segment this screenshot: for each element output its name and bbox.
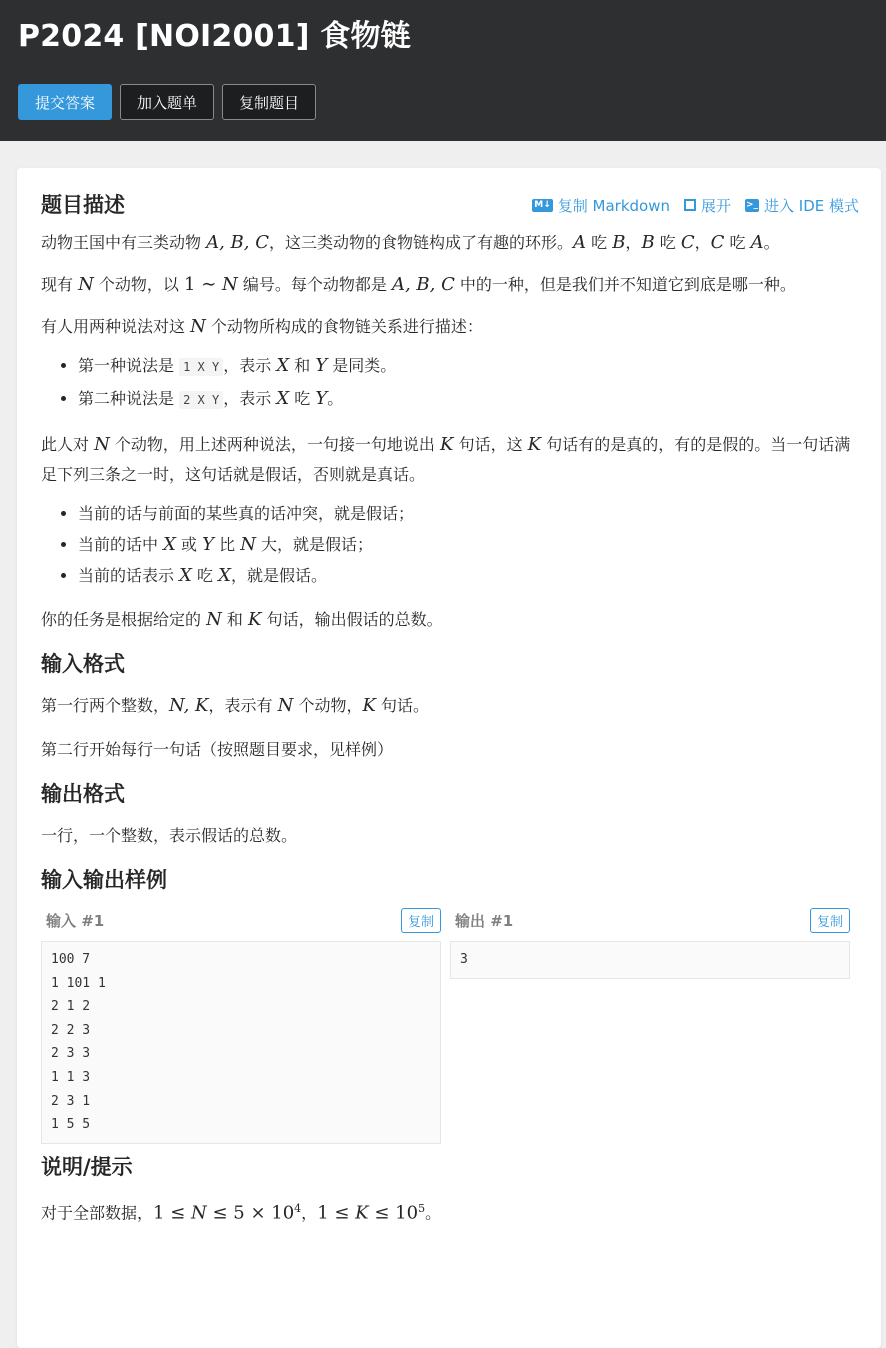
math: ≤ 5 × 10 [206, 1202, 295, 1224]
list-item [78, 560, 857, 591]
math: N [277, 695, 294, 716]
list-item [78, 383, 857, 416]
math: B [612, 232, 626, 253]
text: 你的任务是根据给定的 [41, 610, 207, 629]
math: K [248, 609, 262, 630]
sample-output-text[interactable]: 3 [450, 941, 850, 979]
math: ≤ 10 [368, 1202, 419, 1224]
expand-icon [684, 199, 696, 211]
math: B [641, 232, 655, 253]
text: 当前的话中 [78, 535, 164, 554]
math: N [240, 534, 256, 555]
terminal-icon: >_ [745, 199, 759, 210]
text: 。 [425, 1203, 442, 1223]
math: 1 ∼ [184, 274, 223, 295]
math: N [191, 1202, 207, 1224]
text: 中的一种，但是我们并不知道它到底是哪一种。 [454, 275, 796, 294]
add-to-list-button[interactable]: 加入题单 [120, 84, 214, 120]
text: 个动物，用上述两种说法，一句接一句地说出 [109, 435, 441, 454]
inline-code: 1 X Y [179, 358, 223, 376]
rule-list [41, 498, 857, 591]
list-item [78, 350, 857, 383]
math: C [710, 232, 725, 253]
sample-input-label: 输入 #1 [46, 911, 105, 930]
math: 1 ≤ [153, 1202, 191, 1224]
text: 句话，输出假话的总数。 [261, 610, 443, 629]
copy-output-button[interactable]: 复制 [810, 908, 850, 933]
math: X [276, 355, 290, 376]
desc-paragraph-4 [41, 430, 857, 490]
text: 第一种说法是 [78, 356, 180, 375]
input-format-heading: 输入格式 [41, 652, 125, 676]
text: 对于全部数据， [41, 1203, 154, 1223]
copy-markdown-label: 复制 Markdown [557, 196, 670, 215]
math: K [440, 434, 454, 455]
math: X [179, 565, 192, 586]
samples-heading: 输入输出样例 [41, 868, 167, 892]
text: 比 [214, 535, 241, 554]
expand-link[interactable] [684, 195, 731, 216]
text: ， [625, 233, 642, 252]
text: 是同类。 [327, 356, 397, 375]
sample-input [41, 907, 441, 1144]
text: 现有 [41, 275, 79, 294]
math: C [680, 232, 695, 253]
text: 个动物，以 [93, 275, 185, 294]
math: Y [315, 388, 328, 409]
text: 动物王国中有三类动物 [41, 233, 207, 252]
text: 当前的话表示 [78, 566, 180, 585]
input-line-1 [41, 691, 857, 721]
ide-mode-label: 进入 IDE 模式 [764, 196, 859, 215]
math: K [527, 434, 542, 455]
toolbar [532, 195, 859, 216]
text: 大，就是假话； [255, 535, 374, 554]
text: 吃 [191, 566, 219, 585]
text: 吃 [724, 233, 751, 252]
text: 句话有的是真的，有的是假的。当一句话满足下列三条之一时，这句话就是假话，否则就是真话。 [41, 435, 851, 484]
text: 句话，这 [453, 435, 528, 454]
math: X [276, 388, 290, 409]
text: 吃 [586, 233, 613, 252]
math: Y [202, 534, 214, 555]
description-heading: 题目描述 [41, 193, 125, 217]
sample-input-text[interactable]: 100 7 1 101 1 2 1 2 2 2 3 2 3 3 1 1 3 2 3 1 1 5 5 [41, 941, 441, 1144]
text: 个动物， [293, 696, 363, 715]
desc-paragraph-3 [41, 312, 857, 342]
math: A [750, 232, 764, 253]
description-header [41, 190, 857, 220]
text: ， [301, 1203, 318, 1223]
math: A, B, C [391, 274, 455, 295]
math-exponent: 5 [418, 1201, 426, 1215]
text: 第一行两个整数， [41, 696, 170, 715]
text: 有人用两种说法对这 [41, 317, 191, 336]
copy-markdown-link[interactable] [532, 195, 670, 216]
submit-answer-button[interactable]: 提交答案 [18, 84, 112, 120]
action-buttons [18, 84, 868, 120]
inline-code: 2 X Y [179, 391, 223, 409]
hint-line [41, 1194, 857, 1228]
text: 和 [289, 356, 316, 375]
hint-heading: 说明/提示 [41, 1154, 133, 1179]
markdown-icon: M↓ [534, 199, 551, 210]
desc-paragraph-5 [41, 605, 857, 635]
math: 1 ≤ [317, 1202, 356, 1224]
text: ，表示 [223, 356, 277, 375]
text: 第二种说法是 [78, 389, 180, 408]
text: 个动物所构成的食物链关系进行描述： [205, 317, 483, 336]
text: ，这三类动物的食物链构成了有趣的环形。 [268, 233, 573, 252]
text: ， [694, 233, 711, 252]
math: N [206, 609, 222, 630]
text: 句话。 [375, 696, 429, 715]
problem-content-card [17, 168, 881, 1348]
sample-input-header [41, 907, 441, 933]
statement-list [41, 350, 857, 416]
text: ，就是假话。 [230, 566, 327, 585]
math: X [218, 565, 231, 586]
math: Y [315, 355, 328, 376]
math: A [573, 232, 586, 253]
text: 编号。每个动物都是 [237, 275, 392, 294]
desc-paragraph-2 [41, 270, 857, 300]
sample-output [450, 907, 850, 1144]
text: 吃 [289, 389, 316, 408]
sample-output-header [450, 907, 850, 933]
text: 或 [175, 535, 203, 554]
math: A, B, C [206, 232, 269, 253]
text: ，表示有 [208, 696, 278, 715]
output-format-heading: 输出格式 [41, 782, 125, 806]
sample-output-label: 输出 #1 [455, 911, 514, 930]
text: 。 [763, 233, 780, 252]
problem-header [0, 0, 886, 141]
samples-container [41, 907, 857, 1144]
text: 吃 [654, 233, 681, 252]
text: 和 [221, 610, 249, 629]
math: X [163, 534, 176, 555]
text: 。 [327, 389, 344, 408]
text: 此人对 [41, 435, 95, 454]
copy-problem-button[interactable]: 复制题目 [222, 84, 316, 120]
text: ，表示 [223, 389, 277, 408]
math: N [222, 274, 238, 295]
ide-mode-link[interactable] [745, 195, 859, 216]
math: N [190, 316, 206, 337]
expand-label: 展开 [700, 196, 731, 215]
input-line-2: 第二行开始每行一句话（按照题目要求，见样例） [41, 740, 394, 759]
list-item [78, 529, 857, 560]
math-exponent: 4 [294, 1201, 302, 1215]
math: N, K [169, 695, 209, 716]
math: N [78, 274, 94, 295]
math: N [94, 434, 110, 455]
list-item: • 当前的话与前面的某些真的话冲突，就是假话； [78, 498, 857, 529]
output-line-1: 一行，一个整数，表示假话的总数。 [41, 826, 298, 845]
problem-title: P2024 [NOI2001] 食物链 [18, 19, 411, 54]
copy-input-button[interactable]: 复制 [401, 908, 441, 933]
math: K [362, 695, 376, 716]
desc-paragraph-1 [41, 228, 857, 258]
math: K [355, 1202, 369, 1224]
